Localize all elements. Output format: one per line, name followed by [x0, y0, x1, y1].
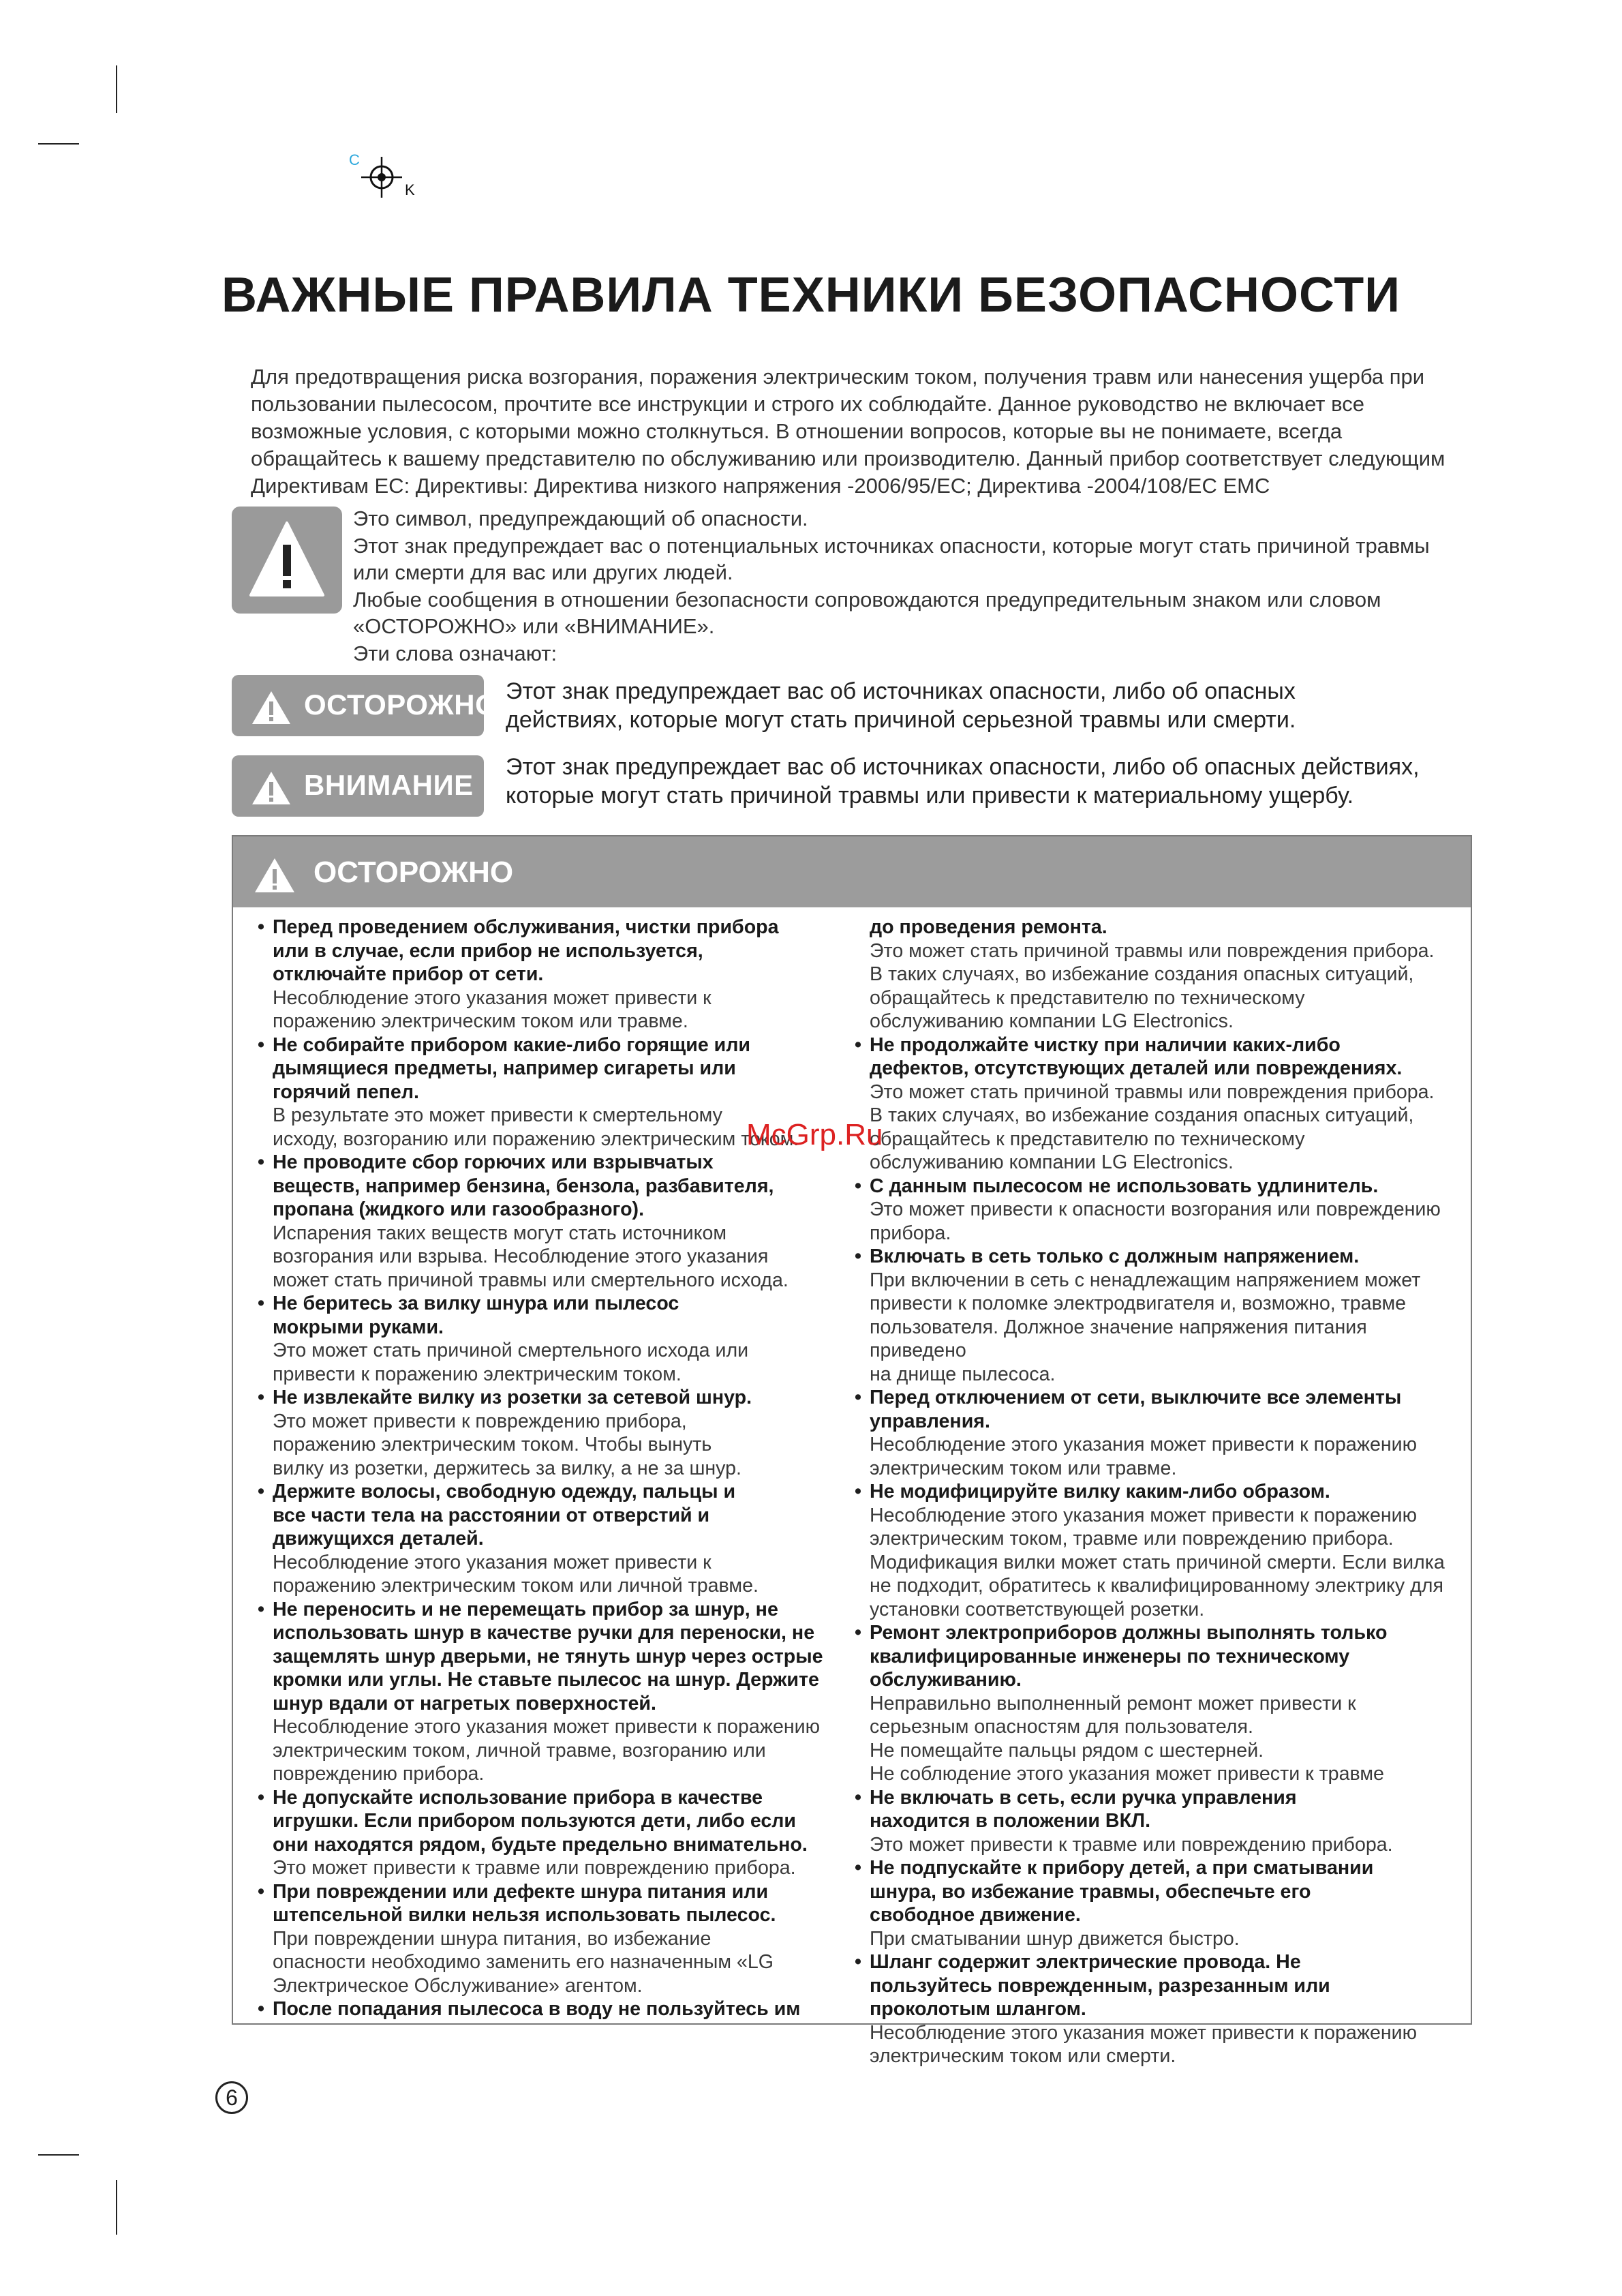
safety-item	[258, 1997, 857, 2021]
symbol-line: Любые сообщения в отношении безопасности сопровождаются предупредительным знаком или словом	[353, 587, 1381, 611]
safety-item	[855, 1856, 1454, 1950]
safety-item	[258, 1880, 857, 1998]
symbol-explanation	[353, 505, 1478, 667]
safety-item-description: Это может привести к повреждению прибора,	[273, 1410, 687, 1432]
safety-item-description: Электрическое Обслуживание» агентом.	[273, 1974, 643, 1997]
safety-item-title: Не извлекайте вилку из розетки за сетевой шнур.	[273, 1387, 752, 1408]
safety-item-description: может стать причиной травмы или смертельного исхода.	[273, 1269, 789, 1291]
bullet-icon: •	[855, 1245, 862, 1267]
safety-item-description: не подходит, обратитесь к квалифицированному электрику для	[870, 1575, 1443, 1597]
safety-item-description: В результате это может привести к смертельному	[273, 1104, 722, 1126]
safety-item	[855, 1245, 1454, 1386]
safety-item-description: поражению электрическим током. Чтобы вынуть	[273, 1434, 712, 1455]
bullet-icon: •	[258, 1033, 265, 1056]
safety-item-description: Несоблюдение этого указания может привести к поражению	[273, 1716, 821, 1738]
safety-item-description: Испарения таких веществ могут стать источником	[273, 1222, 727, 1244]
bullet-icon: •	[258, 916, 265, 938]
page-title: ВАЖНЫЕ ПРАВИЛА ТЕХНИКИ БЕЗОПАСНОСТИ	[221, 268, 1401, 322]
safety-item-description: Неправильно выполненный ремонт может привести к	[870, 1692, 1356, 1715]
safety-item-title: Не продолжайте чистку при наличии каких-либо	[870, 1033, 1341, 1056]
safety-item	[855, 1950, 1454, 2068]
safety-item-title: Ремонт электроприборов должны выполнять только	[870, 1622, 1388, 1644]
safety-item-description: При сматывании шнур движется быстро.	[870, 1927, 1240, 1950]
safety-item-description: на днище пылесоса.	[870, 1363, 1056, 1385]
safety-item-description: Несоблюдение этого указания может привести к	[273, 986, 711, 1009]
safety-item-title: пропана (жидкого или газообразного).	[273, 1198, 645, 1220]
safety-item-description: серьезным опасностям для пользователя.	[870, 1716, 1253, 1738]
safety-item-title: управления.	[870, 1410, 990, 1432]
warning-line: действиях, которые могут стать причиной серьезной травмы или смерти.	[506, 707, 1296, 733]
safety-item	[258, 1598, 857, 1786]
safety-item-description: Это может стать причиной смертельного исхода или	[273, 1340, 749, 1361]
safety-item	[258, 1786, 857, 1880]
safety-item-title: пользуйтесь поврежденным, разрезанным или	[870, 1974, 1330, 1997]
hazard-symbol	[232, 507, 342, 614]
safety-item-description: обслуживанию компании LG Electronics.	[870, 1151, 1234, 1173]
safety-item-title: Не включать в сеть, если ручка управления	[870, 1786, 1297, 1809]
bullet-icon: •	[855, 1387, 862, 1408]
safety-item-description: привести к поломке электродвигателя и, возможно, травме	[870, 1293, 1407, 1314]
safety-item-description: При включении в сеть с ненадлежащим напряжением может	[870, 1269, 1421, 1291]
safety-item-title: Не переносить и не перемещать прибор за шнур, не	[273, 1598, 778, 1620]
safety-item-title: горячий пепел.	[273, 1081, 419, 1103]
registration-k-label: K	[405, 181, 415, 198]
safety-item-title: Шланг содержит электрические провода. Не	[870, 1951, 1301, 1973]
safety-item-title: веществ, например бензина, бензола, разбавителя,	[273, 1175, 774, 1197]
safety-item-description: поражению электрическим током или личной травме.	[273, 1575, 759, 1597]
bullet-icon: •	[258, 1293, 265, 1314]
safety-item	[258, 1151, 857, 1292]
bullet-icon: •	[855, 1951, 862, 1973]
safety-item-title: С данным пылесосом не использовать удлинитель.	[870, 1175, 1379, 1197]
crosshair-icon	[361, 157, 402, 198]
safety-item-description: вилку из розетки, держитесь за вилку, а не за шнур.	[273, 1457, 741, 1479]
safety-item-title: проколотым шлангом.	[870, 1998, 1086, 2020]
safety-item-description: привести к поражению электрическим током.	[273, 1363, 682, 1385]
intro-line: Для предотвращения риска возгорания, поражения электрическим током, получения травм или нанесения ущерба при	[251, 365, 1425, 389]
safety-item-title: шнура, во избежание травмы, обеспечьте его	[870, 1880, 1311, 1903]
caution-badge	[232, 755, 484, 817]
safety-item-title: При повреждении или дефекте шнура питания или	[273, 1880, 769, 1903]
warning-column-left	[258, 916, 857, 2021]
bullet-icon: •	[855, 1622, 862, 1644]
crop-mark-bottom-vertical	[116, 2180, 117, 2235]
warning-triangle-icon	[248, 520, 326, 599]
bullet-icon: •	[258, 1880, 265, 1903]
safety-item	[258, 1292, 857, 1386]
safety-item-description: В таких случаях, во избежание создания опасных ситуаций,	[870, 1104, 1414, 1126]
safety-item-title: шнур вдали от нагретых поверхностей.	[273, 1692, 656, 1715]
safety-item-description: В таких случаях, во избежание создания опасных ситуаций,	[870, 963, 1414, 985]
safety-item-title: кромки или углы. Не ставьте пылесос на шнур. Держите	[273, 1669, 819, 1691]
safety-item-title: дефектов, отсутствующих деталей или повреждениях.	[870, 1057, 1403, 1079]
safety-item-title: Не беритесь за вилку шнура или пылесос	[273, 1293, 679, 1314]
intro-paragraph	[251, 363, 1471, 500]
bullet-icon: •	[258, 1998, 265, 2020]
safety-item-description: обращайтесь к представителю по техническому	[870, 1128, 1305, 1150]
caution-description	[506, 753, 1487, 810]
safety-item-description: При повреждении шнура питания, во избежание	[273, 1927, 711, 1950]
safety-item-title: или в случае, если прибор не используется,	[273, 939, 703, 962]
safety-item-description: Это может стать причиной травмы или повреждения прибора.	[870, 939, 1435, 962]
safety-item	[855, 1786, 1454, 1857]
safety-item	[855, 1480, 1454, 1621]
safety-item-description: Несоблюдение этого указания может привести к	[273, 1551, 711, 1573]
safety-item-description: обращайтесь к представителю по техническому	[870, 986, 1305, 1009]
safety-item	[258, 916, 857, 1033]
bullet-icon: •	[855, 1857, 862, 1879]
warning-box-title: ОСТОРОЖНО	[313, 856, 514, 889]
safety-item-description: Несоблюдение этого указания может привести к поражению	[870, 1434, 1418, 1455]
safety-item	[855, 1175, 1454, 1245]
safety-item-title: защемлять шнур дверьми, не тянуть шнур через острые	[273, 1645, 823, 1667]
safety-item-description: Не соблюдение этого указания может привести к травме	[870, 1763, 1384, 1785]
watermark: McGrp.Ru	[746, 1118, 883, 1151]
crop-mark-top-horizontal	[38, 143, 79, 145]
safety-item-title: игрушки. Если прибором пользуются дети, либо если	[273, 1810, 797, 1832]
safety-item-description: Это может привести к травме или повреждению прибора.	[870, 1833, 1393, 1856]
safety-item-title: свободное движение.	[870, 1904, 1081, 1926]
warning-line: Этот знак предупреждает вас об источниках опасности, либо об опасных	[506, 678, 1296, 704]
caution-badge-label: ВНИМАНИЕ	[304, 769, 474, 801]
bullet-icon: •	[855, 1786, 862, 1809]
safety-item-title: После попадания пылесоса в воду не пользуйтесь им	[273, 1998, 801, 2020]
symbol-line: Этот знак предупреждает вас о потенциальных источниках опасности, которые могут стать причиной травмы	[353, 533, 1430, 558]
warning-badge	[232, 675, 498, 736]
warning-triangle-icon	[251, 770, 292, 806]
safety-item-description: Это может стать причиной травмы или повреждения прибора.	[870, 1081, 1435, 1103]
safety-item	[258, 1386, 857, 1480]
registration-c-label: C	[349, 151, 360, 168]
safety-item-description: электрическим током или травме.	[870, 1457, 1177, 1479]
warning-column-right	[855, 916, 1454, 2068]
safety-item-title: движущихся деталей.	[273, 1528, 484, 1550]
symbol-line: «ОСТОРОЖНО» или «ВНИМАНИЕ».	[353, 614, 715, 638]
safety-item-title: Не собирайте прибором какие-либо горящие или	[273, 1033, 750, 1056]
caution-line: которые могут стать причиной травмы или привести к материальному ущербу.	[506, 783, 1354, 809]
safety-item-title: до проведения ремонта.	[870, 916, 1107, 938]
safety-item-title: они находятся рядом, будьте предельно внимательно.	[273, 1833, 808, 1856]
warning-triangle-icon	[251, 690, 292, 725]
safety-item-title: все части тела на расстоянии от отверстий и	[273, 1504, 710, 1526]
bullet-icon: •	[855, 1033, 862, 1056]
safety-item-title: дымящиеся предметы, например сигареты или	[273, 1057, 736, 1079]
warning-triangle-icon	[254, 857, 296, 894]
symbol-line: или смерти для вас или других людей.	[353, 560, 733, 584]
safety-item-description: электрическим током, личной травме, возгоранию или	[273, 1739, 766, 1762]
safety-item-description: повреждению прибора.	[273, 1763, 485, 1785]
safety-item-title: Перед проведением обслуживания, чистки прибора	[273, 916, 779, 938]
safety-item-description: поражению электрическим током или травме.	[273, 1010, 688, 1032]
safety-item-title: находится в положении ВКЛ.	[870, 1810, 1151, 1832]
safety-item-description: обслуживанию компании LG Electronics.	[870, 1010, 1234, 1032]
registration-mark	[341, 151, 429, 206]
safety-item-title: Держите волосы, свободную одежду, пальцы и	[273, 1481, 736, 1502]
safety-item-description: возгорания или взрыва. Несоблюдение этого указания	[273, 1245, 769, 1267]
bullet-icon: •	[258, 1786, 265, 1809]
safety-item	[258, 1480, 857, 1598]
warning-box-header	[233, 836, 1471, 907]
safety-item	[855, 1621, 1454, 1786]
intro-line: пользовании пылесосом, прочтите все инструкции и строго их соблюдайте. Данное руководство не включает все	[251, 392, 1364, 416]
symbol-line: Это символ, предупреждающий об опасности.	[353, 507, 808, 530]
safety-item-title: мокрыми руками.	[273, 1316, 444, 1338]
crop-mark-bottom-horizontal	[38, 2154, 79, 2156]
intro-line: возможные условия, с которыми можно столкнуться. В отношении вопросов, которые вы не понимаете, всегда	[251, 419, 1343, 443]
intro-line: обращайтесь к вашему представителю по обслуживанию или производителю. Данный прибор соответствует следующим	[251, 447, 1445, 470]
bullet-icon: •	[258, 1481, 265, 1502]
safety-item-description: электрическим током или смерти.	[870, 2045, 1176, 2067]
intro-line: Директивам ЕС: Директивы: Директива низкого напряжения -2006/95/ЕС; Директива -2004/108/ЕС EMC	[251, 474, 1270, 498]
safety-item-description: Модификация вилки может стать причиной смерти. Если вилка	[870, 1551, 1445, 1573]
safety-item-title: отключайте прибор от сети.	[273, 963, 544, 985]
bullet-icon: •	[855, 1481, 862, 1502]
safety-item-description: электрическим током, травме или повреждению прибора.	[870, 1528, 1394, 1550]
safety-item	[855, 1386, 1454, 1480]
safety-item-description: Это может привести к травме или повреждению прибора.	[273, 1857, 796, 1879]
safety-item-description: Несоблюдение этого указания может привести к поражению	[870, 1504, 1418, 1526]
bullet-icon: •	[258, 1151, 265, 1173]
safety-item-title: Не допускайте использование прибора в качестве	[273, 1786, 763, 1809]
bullet-icon: •	[855, 1175, 862, 1197]
safety-item-title: квалифицированные инженеры по техническому обслуживанию.	[870, 1645, 1350, 1691]
warning-badge-label: ОСТОРОЖНО	[304, 689, 498, 721]
page-number: 6	[215, 2081, 248, 2114]
safety-item-description: исходу, возгоранию или поражению электрическим током.	[273, 1128, 799, 1150]
safety-item-description: Не помещайте пальцы рядом с шестерней.	[870, 1739, 1264, 1762]
safety-item-description: пользователя. Должное значение напряжения питания приведено	[870, 1316, 1367, 1361]
bullet-icon: •	[258, 1387, 265, 1408]
bullet-icon: •	[258, 1598, 265, 1620]
safety-item-description: Несоблюдение этого указания может привести к поражению	[870, 2021, 1418, 2044]
caution-line: Этот знак предупреждает вас об источниках опасности, либо об опасных действиях,	[506, 754, 1420, 780]
safety-item-title: штепсельной вилки нельзя использовать пылесос.	[273, 1904, 776, 1926]
continued-item	[855, 916, 1454, 1033]
safety-item-description: опасности необходимо заменить его назначенным «LG	[273, 1951, 774, 1973]
warning-box	[232, 835, 1472, 2067]
safety-item-title: использовать шнур в качестве ручки для переноски, не	[273, 1622, 815, 1644]
crop-mark-top-vertical	[116, 65, 117, 113]
safety-item-title: Перед отключением от сети, выключите все элементы	[870, 1387, 1402, 1408]
safety-item-title: Не подпускайте к прибору детей, а при сматывании	[870, 1857, 1374, 1879]
safety-item-description: установки соответствующей розетки.	[870, 1598, 1205, 1620]
safety-item-title: Не проводите сбор горючих или взрывчатых	[273, 1151, 714, 1173]
symbol-line: Эти слова означают:	[353, 641, 557, 665]
safety-item-description: Это может привести к опасности возгорания или повреждению прибора.	[870, 1198, 1441, 1244]
warning-description	[506, 677, 1487, 734]
safety-item-title: Не модифицируйте вилку каким-либо образом.	[870, 1481, 1330, 1502]
safety-item	[855, 1033, 1454, 1175]
safety-item-title: Включать в сеть только с должным напряжением.	[870, 1245, 1360, 1267]
